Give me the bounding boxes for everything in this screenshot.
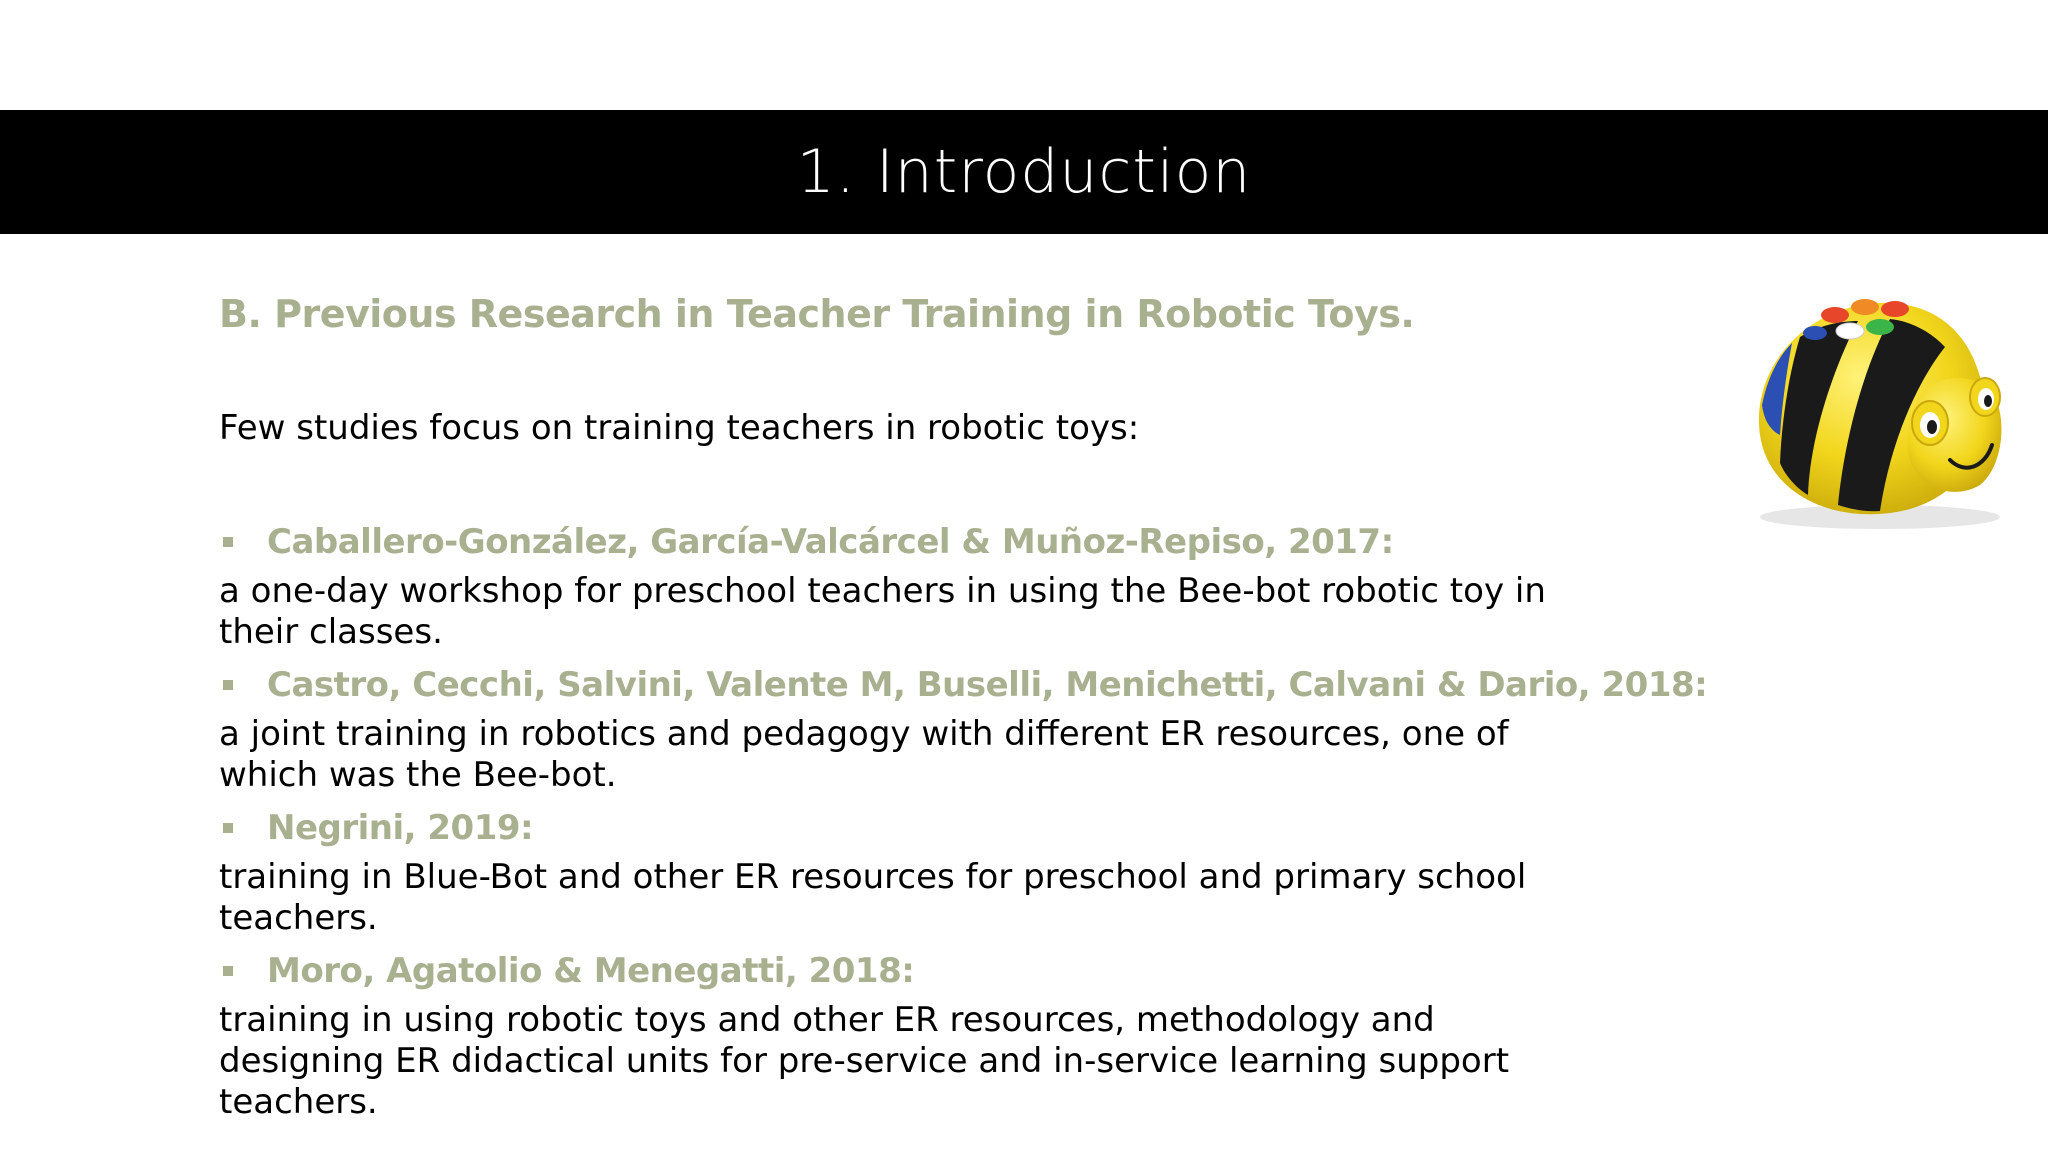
reference-description: a joint training in robotics and pedagogy with different ER resources, one of which was the Bee-bot. (219, 714, 1509, 795)
reference-item (219, 944, 1599, 1123)
square-bullet-icon (223, 537, 233, 547)
reference-item (219, 658, 1708, 796)
reference-item (219, 801, 1599, 939)
reference-author: Negrini, 2019: (267, 808, 534, 848)
reference-author: Caballero-González, García-Valcárcel & Muñoz-Repiso, 2017: (267, 522, 1394, 562)
slide-title: 1. Introduction (796, 137, 1252, 207)
title-bar (0, 110, 2048, 234)
intro-text: Few studies focus on training teachers in robotic toys: (219, 408, 1140, 448)
reference-description: training in Blue-Bot and other ER resources for preschool and primary school teachers. (219, 857, 1527, 938)
square-bullet-icon (223, 966, 233, 976)
reference-author: Castro, Cecchi, Salvini, Valente M, Buselli, Menichetti, Calvani & Dario, 2018: (267, 665, 1708, 705)
square-bullet-icon (223, 680, 233, 690)
reference-description: training in using robotic toys and other ER resources, methodology and designing ER didactical units for pre-service and in-service learning support teachers. (219, 1000, 1510, 1122)
bee-bot-robot-icon (1740, 285, 2010, 535)
reference-author: Moro, Agatolio & Menegatti, 2018: (267, 951, 915, 991)
reference-item (219, 515, 1599, 653)
square-bullet-icon (223, 823, 233, 833)
reference-list (219, 515, 1708, 1128)
section-subtitle: B. Previous Research in Teacher Training in Robotic Toys. (219, 292, 1415, 336)
reference-description: a one-day workshop for preschool teachers in using the Bee-bot robotic toy in their classes. (219, 571, 1546, 652)
